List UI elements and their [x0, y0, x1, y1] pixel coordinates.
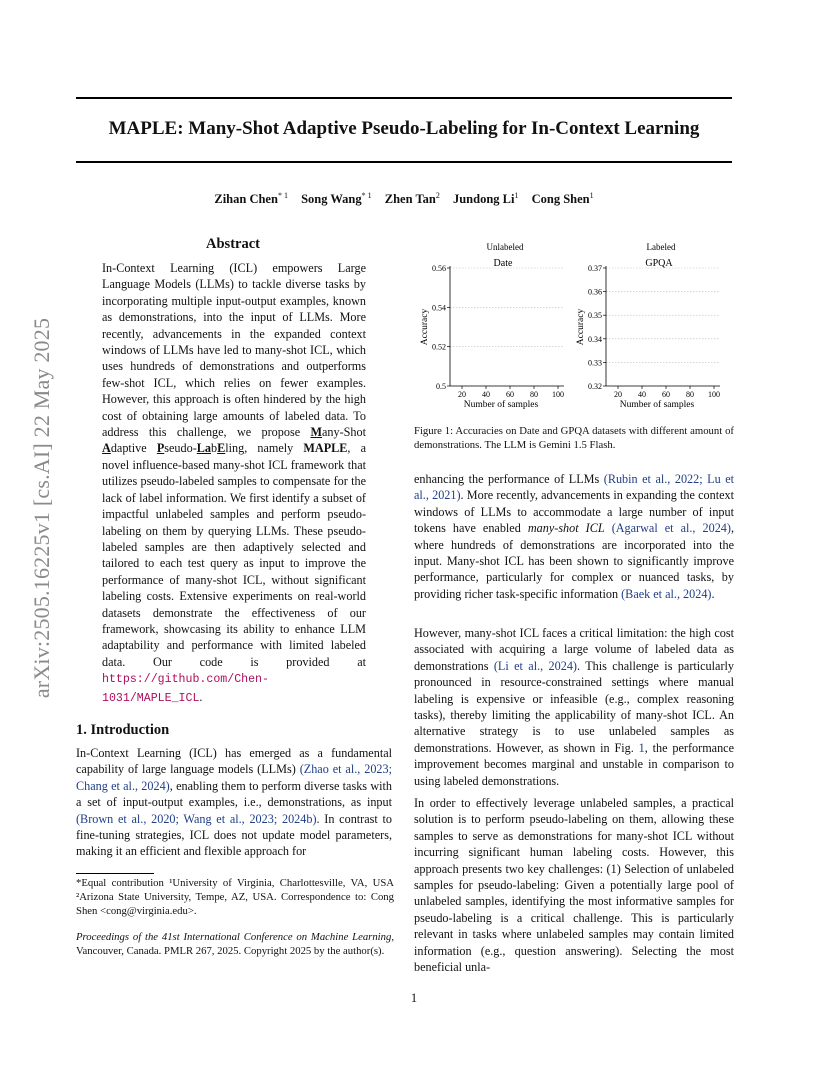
chart-gpqa — [576, 242, 720, 410]
y-tick-label: 0.32 — [588, 382, 602, 391]
chart-group-label: Labeled — [646, 242, 676, 252]
abstract-text: In-Context Learning (ICL) empowers Large Language Models (LLMs) to tackle diverse tasks by incorporating multiple input-output examples, known as demonstrations, into the input of LLMs. More recently, advancements in the expanded context windows of LLMs have led to many-shot ICL, which uses hundreds of demonstrations and outperforms few-shot ICL, which relies on fewer examples. However, this approach is often hindered by the high cost of obtaining large amounts of labeled data. To address this challenge, we propose — [102, 261, 366, 440]
author-affiliation-mark: 2 — [435, 191, 440, 200]
figure-1-caption: Figure 1: Accuracies on Date and GPQA datasets with different amount of demonstrations. The LLM is Gemini 1.5 Flash. — [414, 425, 734, 451]
body-text: enhancing the performance of LLMs — [414, 472, 604, 486]
y-axis-label: Accuracy — [420, 308, 430, 346]
chart-group-label: Unlabeled — [486, 242, 524, 252]
acronym-letter: A — [102, 441, 111, 456]
abstract-text: b — [211, 441, 218, 456]
acronym-letter: E — [217, 441, 226, 456]
abstract-heading: Abstract — [206, 236, 260, 252]
abstract-text: ling, — [225, 441, 248, 456]
author-affiliation-mark: * 1 — [277, 191, 288, 200]
figure-reference-link[interactable]: 1 — [638, 740, 645, 755]
figure-1-chart — [414, 238, 734, 410]
arxiv-stamp: arXiv:2505.16225v1 [cs.AI] 22 May 2025 — [29, 317, 54, 699]
author — [532, 192, 594, 206]
abstract-text: namely — [247, 441, 304, 456]
citation-link[interactable]: (Zhao et al., 2023; Chang et al., 2024) — [76, 762, 393, 793]
body-text — [605, 521, 612, 535]
y-tick-label: 0.54 — [432, 303, 446, 313]
author-affiliation-mark: 1 — [514, 191, 519, 200]
x-tick-label: 80 — [530, 390, 538, 399]
author — [453, 192, 519, 206]
citation-link[interactable]: (Li et al., 2024) — [493, 658, 577, 673]
right-paragraph-2 — [414, 625, 734, 789]
x-tick-label: 100 — [708, 390, 720, 399]
body-text: , the performance improvement becomes marginal and unstable in comparison to using labeled demonstrations. — [414, 740, 734, 788]
x-tick-label: 20 — [614, 390, 622, 399]
code-link[interactable]: https://github.com/Chen-1031/MAPLE_ICL — [102, 673, 269, 705]
abstract-text: daptive — [110, 441, 157, 456]
author-affiliation-mark: 1 — [589, 191, 594, 200]
emphasis-text: many-shot ICL — [527, 521, 605, 536]
author-name: Zhen Tan — [384, 192, 436, 207]
right-paragraph-3: In order to effectively leverage unlabeled samples, a practical solution is to perform pseudo-labeling on them, allowing these samples to serve as demonstrations for many-shot ICL without incurring significant human labeling costs. However, this approach presents two key challenges: (1) Selection of unlabeled samples for pseudo-labeling: Given a potentially large pool of unlabeled samples, identifying the most informative samples for pseudo-labeling is a critical challenge. This is particularly relevant in tasks where unlabeled samples may contain limited information (e.g., question answering). Selecting the most beneficial unla- — [414, 796, 734, 975]
y-tick-label: 0.36 — [588, 287, 602, 297]
right-paragraph-1 — [414, 471, 734, 602]
y-tick-label: 0.33 — [588, 358, 602, 368]
x-tick-label: 60 — [662, 390, 670, 399]
abstract-text: . — [199, 689, 203, 704]
y-axis-label: Accuracy — [576, 308, 586, 346]
body-text: . — [711, 586, 715, 601]
proceedings-venue: Proceedings of the 41st International Conference on Machine Learning — [76, 931, 392, 943]
citation-link[interactable]: (Rubin et al., 2022; Lu et al., 2021) — [414, 472, 734, 503]
x-tick-label: 100 — [552, 390, 564, 399]
y-tick-label: 0.34 — [588, 334, 602, 344]
x-tick-label: 60 — [506, 390, 514, 399]
footnote-rule — [76, 873, 154, 874]
abstract-text: seudo- — [164, 441, 197, 456]
y-tick-label: 0.5 — [436, 382, 446, 391]
chart-title: GPQA — [645, 258, 673, 269]
x-tick-label: 80 — [686, 390, 694, 399]
body-text: However, many-shot ICL faces a critical limitation: the high cost associated with acquiring a large volume of labeled data as demonstrations — [414, 626, 734, 673]
abstract-text: any-Shot — [321, 425, 366, 440]
author — [214, 192, 288, 206]
x-tick-label: 20 — [458, 390, 466, 399]
acronym-letter: La — [196, 441, 212, 456]
acronym-letter: M — [310, 425, 322, 440]
abstract-text: , a novel influence-based many-shot ICL framework that utilizes pseudo-labeled samples to compensate for the lack of label information. We first identify a subset of impactful unlabeled samples and perform pseudo-labeling on them by querying LLMs. These pseudo-labeled samples are then adaptively selected and tailored to each test query as input to improve the performance of many-shot ICL, without significant labeling costs. Extensive experiments on real-world datasets demonstrate the effectiveness of our framework, showcasing its ability to enhance LLM adaptability and performance with limited labeled data. Our code is provided at — [102, 441, 367, 669]
title-top-rule — [76, 97, 732, 99]
author-name: Cong Shen — [531, 192, 590, 207]
y-tick-label: 0.52 — [432, 342, 446, 352]
author-name: Song Wang — [301, 192, 362, 207]
body-text: , enabling them to perform diverse tasks with a set of input-output examples, i.e., demonstrations, as input — [76, 778, 392, 810]
y-tick-label: 0.37 — [588, 264, 602, 273]
abstract-body — [102, 260, 366, 707]
citation-link[interactable]: (Brown et al., 2020; Wang et al., 2023; 2024b) — [76, 811, 317, 826]
chart-title: Date — [493, 258, 513, 269]
page-number: 1 — [410, 991, 418, 1005]
title-bottom-rule — [76, 161, 732, 163]
y-tick-label: 0.56 — [432, 264, 446, 273]
proceedings-note — [76, 930, 394, 958]
method-name: MAPLE — [303, 441, 348, 456]
body-text: In-Context Learning (ICL) has emerged as a fundamental capability of large language models (LLMs) — [76, 746, 392, 777]
author-name: Jundong Li — [452, 192, 515, 207]
body-text: . In contrast to fine-tuning strategies, ICL does not update model parameters, making it an efficient and flexible approach for — [76, 811, 392, 859]
body-text: . More recently, advancements in expanding the context windows of LLMs to accommodate a large number of input tokens have enabled — [414, 488, 734, 536]
author — [301, 192, 372, 206]
x-axis-label: Number of samples — [463, 400, 539, 410]
acronym-letter: P — [156, 441, 165, 456]
author-affiliation-mark: * 1 — [361, 191, 372, 200]
author-list — [76, 191, 732, 207]
body-text: . This challenge is particularly pronounced in resource-constrained settings where manual labeling is expensive or infeasible (e.g., complex reasoning tasks), thereby limiting the applicability of many-shot ICL. An alternative strategy is to use unlabeled samples as demonstrations. However, as shown in Fig. — [414, 658, 734, 755]
intro-paragraph — [76, 745, 392, 860]
chart-date — [420, 242, 564, 410]
citation-link[interactable]: (Baek et al., 2024) — [621, 586, 712, 601]
citation-link[interactable]: (Agarwal et al., 2024) — [611, 521, 731, 536]
section-heading-introduction: 1. Introduction — [76, 722, 170, 738]
x-tick-label: 40 — [638, 390, 646, 399]
paper-title: MAPLE: Many-Shot Adaptive Pseudo-Labeling for In-Context Learning — [108, 118, 700, 139]
author — [385, 192, 440, 206]
y-tick-label: 0.35 — [588, 311, 602, 321]
x-tick-label: 40 — [482, 390, 490, 399]
author-name: Zihan Chen — [214, 192, 278, 207]
proceedings-text: , Vancouver, Canada. PMLR 267, 2025. Copyright 2025 by the author(s). — [76, 931, 394, 957]
body-text: , where hundreds of demonstrations are incorporated into the input. Many-shot ICL has been shown to significantly improve performance, particularly for complex or nuanced tasks, by providing richer task-specific information — [414, 521, 734, 601]
x-axis-label: Number of samples — [619, 400, 695, 410]
affiliation-footnote: *Equal contribution ¹University of Virginia, Charlottesville, VA, USA ²Arizona State University, Tempe, AZ, USA. Correspondence to: Cong Shen <cong@virginia.edu>. — [76, 877, 394, 917]
